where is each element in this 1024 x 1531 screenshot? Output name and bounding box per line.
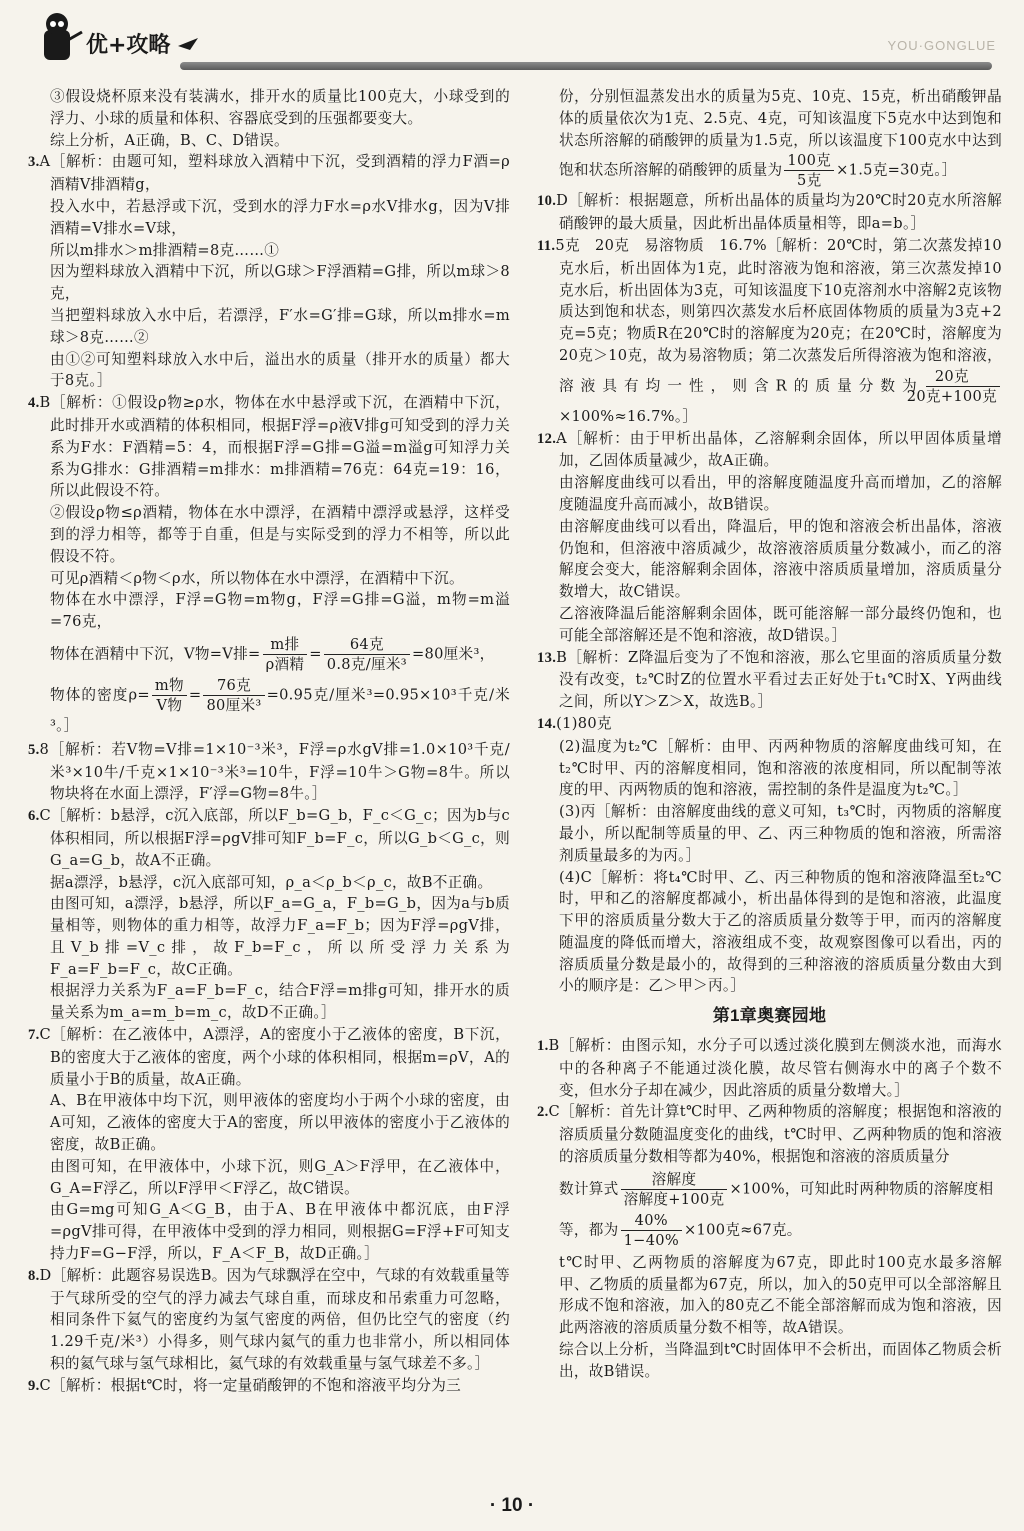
answer-text: C［解析：b悬浮，c沉入底部，所以F_b=G_b，F_c＜G_c；因为b与c体积相同，所以根据F浮=ρgV排可知F_b=F_c，所以G_b＜G_c，则G_a=G_b，故A不正确。 [39, 807, 510, 869]
equation-line: 物体的密度ρ= $\frac{\text{m物}}{\text{V物}}$ = $\frac{\text{76克}}{\text{80厘米³}}$ =0.95克/厘米³=0.95×10³千克/米³。］ [50, 676, 510, 734]
logo-text: 优+攻略 [86, 33, 171, 58]
question-number: 6. [28, 808, 40, 825]
question-number: 14. [537, 715, 557, 732]
answer-9-continued: 份，分别恒温蒸发出水的质量为5克、10克、15克，析出硝酸钾晶体的质量依次为1克、2.5克、4克，可知该温度下5克水中达到饱和状态所溶解的硝酸钾的质量为1.5克，所以该温度下100克水中达到饱和状态所溶解的硝酸钾的质量为 $\frac{\text{100克}}{\text{5克}}$ ×1.5克=30克。］ [559, 88, 1002, 190]
section-title: 第1章奥赛园地 [712, 1006, 827, 1026]
answer-12 [537, 428, 1002, 647]
answer-text: 综合以上分析，当降温到t℃时固体甲不会析出，而固体乙物质会析出，故B错误。 [559, 1341, 1002, 1380]
answer-14 [537, 713, 1002, 997]
answer-8: 8.D［解析：此题容易误选B。因为气球飘浮在空中，气球的有效载重量等于气球所受的空气的浮力减去气球自重，而球皮和吊索重力可忽略，相同条件下氦气的密度约为氢气密度的两倍，但仍比空气的密度（约1.29千克/米³）小得多，则气球内氦气的重力也非常小，所以相同体积的氦气球与氢气球相比，氦气球的有效载重量与氢气球差不多。］ [28, 1266, 510, 1373]
answer-text: 投入水中，若悬浮或下沉，受到水的浮力F水=ρ水V排水g，因为V排酒精=V排水=V球， [50, 197, 510, 237]
answer-text: t℃时甲、乙两物质的溶解度为67克，即此时100克水最多溶解甲、乙物质的质量都为67克，所以，加入的50克甲可以全部溶解且形成不饱和溶液，加入的80克乙不能全部溶解而成为饱和溶液，因此两溶液的溶质质量分数不相等，故A错误。 [559, 1253, 1002, 1337]
paragraph: 综上分析，A正确，B、C、D错误。 [50, 131, 289, 149]
brand-english: YOU·GONGLUE [887, 38, 996, 53]
answer-text: 根据浮力关系为F_a=F_b=F_c，结合F浮=m排g可知，排开水的质量关系为m_a=m_b=m_c，故D不正确。］ [50, 982, 510, 1022]
answer-5: 5.8［解析：若V物=V排=1×10⁻³米³，F浮=ρ水gV排=1.0×10³千克/米³×10牛/千克×1×10⁻³米³=10牛，F浮=10牛＞G物=8牛。所以物块将在水面上漂浮，F′浮=G物=8牛。］ [28, 740, 510, 803]
answer-text: 由①②可知塑料球放入水中后，溢出水的质量（排开水的质量）都大于8克。］ [50, 350, 510, 390]
answer-10: 10.D［解析：根据题意，所析出晶体的质量均为20℃时20克水所溶解硝酸钾的最大质量，因此析出晶体质量相等，即a=b。］ [537, 192, 1002, 233]
fraction: $\frac{\text{溶解度}}{\text{溶解度+100克}}$ [621, 1170, 728, 1209]
answer-text: (3)丙［解析：由溶解度曲线的意义可知，t₃℃时，丙物质的溶解度最小，所以配制等质量的甲、乙、丙三种物质的饱和溶液，所需溶剂质量最多的为丙。］ [559, 803, 1002, 864]
header-rule [180, 62, 992, 70]
answer-text: B［解析：①假设ρ物≥ρ水，物体在水中悬浮或下沉，在酒精中下沉，此时排开水或酒精的体积相同，根据F浮=ρ液V排g可知受到的浮力关系为F水：F酒精=5：4，而根据F浮=G排=G溢=m溢g可知浮力关系为G排水：G排酒精=m排水：m排酒精=76克：64克=19：16，所以此假设不符。 [39, 394, 510, 500]
equation-line: 物体在酒精中下沉，V物=V排= $\frac{\text{m排}}{\text{ρ酒精}}$ = $\frac{\text{64克}}{\text{0.8克/厘米³}}$ =80厘米³， [50, 635, 495, 673]
answer-7 [28, 1024, 510, 1265]
answer-13: 13.B［解析：Z降温后变为了不饱和溶液，那么它里面的溶质质量分数没有改变，t₂℃时Z的位置水平看过去正好处于t₁℃时X、Y两曲线之间，所以Y＞Z＞X，故选B。］ [537, 648, 1002, 711]
answer-text: A、B在甲液体中均下沉，则甲液体的密度均小于两个小球的密度，由A可知，乙液体的密度大于A的密度，所以甲液体的密度小于乙液体的密度，故B正确。 [50, 1092, 510, 1154]
question-number: 2. [537, 1104, 549, 1121]
paragraph: ③假设烧杯原来没有装满水，排开水的质量比100克大，小球受到的浮力、小球的质量和体积、容器底受到的压强都要变大。 [50, 88, 510, 127]
page-header [0, 0, 1024, 78]
fraction: $\frac{\text{76克}}{\text{80厘米³}}$ [203, 676, 264, 715]
answer-text: (2)温度为t₂℃［解析：由甲、丙两种物质的溶解度曲线可知，在t₂℃时甲、丙的溶解度相同，饱和溶液的浓度相同，所以配制等浓度的甲、丙两物质的饱和溶液，需控制的条件是温度为t₂℃。］ [559, 737, 1002, 799]
answer-text: A［解析：由题可知，塑料球放入酒精中下沉，受到酒精的浮力F酒=ρ酒精V排酒精g， [39, 153, 510, 194]
olympiad-answer-2 [537, 1101, 1002, 1382]
answer-text: 乙溶液降温后能溶解剩余固体，既可能溶解一部分最终仍饱和，也可能全部溶解还是不饱和溶液，故D错误。］ [559, 604, 1002, 644]
answer-6 [28, 805, 510, 1024]
fraction: $\frac{\text{m排}}{\text{ρ酒精}}$ [263, 635, 308, 674]
answer-text: C［解析：首先计算t℃时甲、乙两种物质的溶解度；根据饱和溶液的溶质质量分数随温度变化的曲线，t℃时甲、乙两种物质的饱和溶液的溶质质量分数相等都为40%，根据饱和溶液的溶质质量分 [548, 1103, 1002, 1166]
equation-line: 数计算式 $\frac{\text{溶解度}}{\text{溶解度+100克}}$ ×100%，可知此时两种物质的溶解度相 [559, 1170, 994, 1208]
answer-text: 由图可知，在甲液体中，小球下沉，则G_A＞F浮甲，在乙液体中，G_A=F浮乙，所以F浮甲＜F浮乙，故C错误。 [50, 1157, 510, 1197]
question-number: 12. [537, 430, 557, 447]
fraction: $\frac{\text{100克}}{\text{5克}}$ [784, 151, 834, 190]
answer-text: 由溶解度曲线可以看出，甲的溶解度随温度升高而增加，乙的溶解度随温度升高而减小，故B错误。 [559, 474, 1002, 513]
answer-11: 11.5克 20克 易溶物质 16.7%［解析：20℃时，第二次蒸发掉10克水后，析出固体为1克，此时溶液为饱和溶液，第三次蒸发掉10克水后，析出固体为3克，可知该温度下10克溶剂水中溶解2克该物质达到饱和状态，则第四次蒸发水后杯底固体物质的质量为3克+2克=5克；物质R在20℃时的溶解度为20克；在20℃时，溶解度为20克＞10克，故为易溶物质；第二次蒸发后所得溶液为饱和溶液，溶液具有均一性，则含R的质量分数为 $\frac{\text{20克}}{\text{20克+100克}}$ ×100%≈16.7%。］ [537, 236, 1002, 425]
answer-text: (1)80克 [556, 714, 612, 732]
question-number: 7. [28, 1027, 40, 1044]
answer-text: A［解析：由于甲析出晶体，乙溶解剩余固体，所以甲固体质量增加，乙固体质量减少，故A正确。 [556, 429, 1002, 470]
fraction: $\frac{\text{20克}}{\text{20克+100克}}$ [926, 367, 1000, 406]
answer-text: 由图可知，a漂浮，b悬浮，所以F_a=G_a，F_b=G_b，因为a与b质量相等，则物体的重力相等，故浮力F_a=F_b；因为F浮=ρgV排，且V_b排=V_c排，故F_b=F_c，所以所受浮力关系为F_a=F_b=F_c，故C正确。 [50, 895, 510, 978]
answer-text: 所以m排水＞m排酒精=8克……① [50, 241, 280, 259]
question-number: 4. [28, 395, 40, 412]
answer-text: (4)C［解析：将t₄℃时甲、乙、丙三种物质的饱和溶液降温至t₂℃时，甲和乙的溶解度都减小，析出晶体得到的是饱和溶液，此温度下甲的溶质质量分数大于乙的溶质质量分数等于甲，而丙的溶解度随温度的降低而增大，溶液组成不变，故观察图像可以看出，丙的溶质质量分数是最小的，故得到的三种溶液的溶质质量分数由大到小的顺序是：乙＞甲＞丙。］ [559, 868, 1002, 995]
equation-line: 等，都为 $\frac{40\%}{1-40\%}$ ×100克≈67克。 [559, 1211, 802, 1249]
answer-9: 9.C［解析：根据t℃时，将一定量硝酸钾的不饱和溶液平均分为三 [28, 1376, 462, 1394]
answer-text: 由G=mg可知G_A＜G_B，由于A、B在甲液体中都沉底，由F浮=ρgV排可得，在甲液体中受到的浮力相同，则根据G=F浮+F可知支持力F=G−F浮，所以，F_A＜F_B，故D正确。］ [50, 1201, 510, 1263]
answer-text: C［解析：在乙液体中，A漂浮，A的密度小于乙液体的密度，B下沉，B的密度大于乙液体的密度，两个小球的体积相同，根据m=ρV，A的质量小于B的质量，故A正确。 [39, 1026, 510, 1088]
answer-text: 当把塑料球放入水中后，若漂浮，F′水=G′排=G球，所以m排水=m球＞8克……② [50, 306, 510, 346]
answer-text: 可见ρ酒精＜ρ物＜ρ水，所以物体在水中漂浮，在酒精中下沉。 [50, 569, 464, 587]
olympiad-answer-1: 1.B［解析：由图示知，水分子可以透过淡化膜到左侧淡水池，而海水中的各种离子不能通过淡化膜，故尽管右侧海水中的离子个数不变，但水分子却在减少，因此溶质的质量分数增大。］ [537, 1037, 1002, 1099]
fraction: $\frac{40\%}{1-40\%}$ [621, 1211, 682, 1250]
answer-text: 据a漂浮，b悬浮，c沉入底部可知，ρ_a＜ρ_b＜ρ_c，故B不正确。 [50, 873, 493, 891]
question-number: 3. [28, 154, 40, 171]
answer-text: 物体在水中漂浮，F浮=G物=m物g，F浮=G排=G溢，m物=m溢=76克， [50, 591, 510, 631]
answer-4 [28, 392, 510, 737]
answer-text: 由溶解度曲线可以看出，降温后，甲的饱和溶液会析出晶体，溶液仍饱和，但溶液中溶质减少，故溶液溶质质量分数减小，而乙的溶解度会变大，能溶解剩余固体，溶液中溶质质量增加，溶质质量分数增大，故C错误。 [559, 517, 1002, 601]
answer-3 [28, 151, 510, 392]
fraction: $\frac{\text{64克}}{\text{0.8克/厘米³}}$ [324, 635, 410, 674]
answer-text: ②假设ρ物≤ρ酒精，物体在水中漂浮，在酒精中漂浮或悬浮，这样受到的浮力相等，都等于自重，但是与实际受到的浮力不相等，所以此假设不符。 [50, 504, 510, 565]
page-number: · 10 · [489, 1495, 535, 1516]
left-column [28, 86, 510, 1398]
right-column [537, 86, 1002, 1383]
fraction: $\frac{\text{m物}}{\text{V物}}$ [152, 676, 187, 715]
answer-text: 因为塑料球放入酒精中下沉，所以G球＞F浮酒精=G排，所以m球＞8克， [50, 263, 510, 303]
